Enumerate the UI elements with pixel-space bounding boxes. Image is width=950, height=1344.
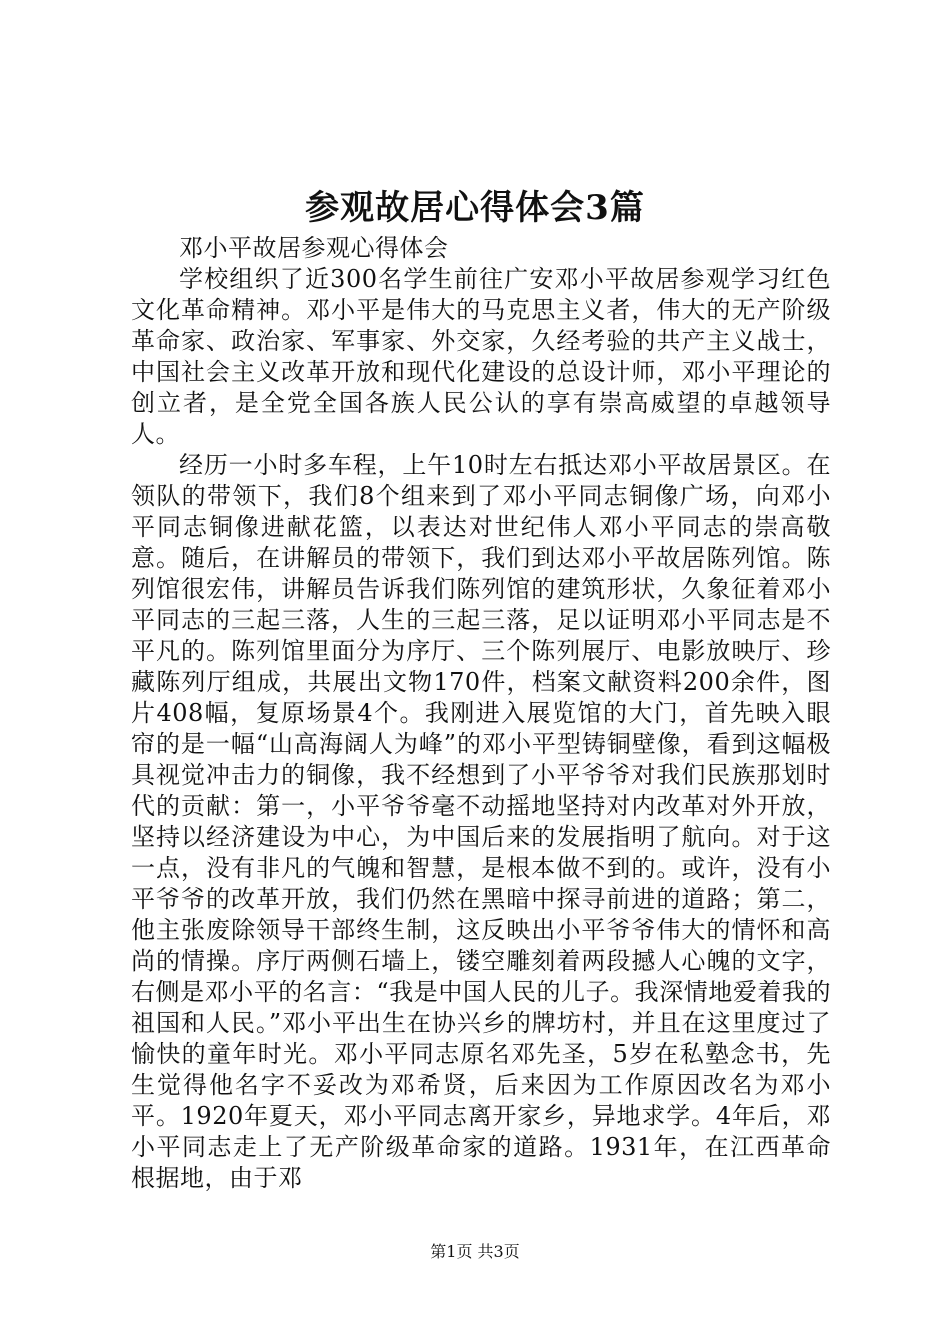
page-number-footer: 第1页 共3页: [430, 1242, 520, 1261]
paragraph-1: 学校组织了近300名学生前往广安邓小平故居参观学习红色文化革命精神。邓小平是伟大的马克思主义者，伟大的无产阶级革命家、政治家、军事家、外交家，久经考验的共产主义战士，中国社会主义改革开放和现代化建设的总设计师，邓小平理论的创立者，是全党全国各族人民公认的享有崇高威望的卓越领导人。: [131, 265, 831, 448]
document-body: [131, 233, 831, 1194]
paragraph-2: 经历一小时多车程，上午10时左右抵达邓小平故居景区。在领队的带领下，我们8个组来到了邓小平同志铜像广场，向邓小平同志铜像进献花篮，以表达对世纪伟人邓小平同志的崇高敬意。随后，在讲解员的带领下，我们到达邓小平故居陈列馆。陈列馆很宏伟，讲解员告诉我们陈列馆的建筑形状，久象征着邓小平同志的三起三落，人生的三起三落，足以证明邓小平同志是不平凡的。陈列馆里面分为序厅、三个陈列展厅、电影放映厅、珍藏陈列厅组成，共展出文物170件，档案文献资料200余件，图片408幅，复原场景4个。我刚进入展览馆的大门，首先映入眼帘的是一幅“山高海阔人为峰”的邓小平型铸铜壁像，看到这幅极具视觉冲击力的铜像，我不经想到了小平爷爷对我们民族那划时代的贡献：第一，小平爷爷毫不动摇地坚持对内改革对外开放，坚持以经济建设为中心，为中国后来的发展指明了航向。对于这一点，没有非凡的气魄和智慧，是根本做不到的。或许，没有小平爷爷的改革开放，我们仍然在黑暗中探寻前进的道路；第二，他主张废除领导干部终生制，这反映出小平爷爷伟大的情怀和高尚的情操。序厅两侧石墙上，镂空雕刻着两段撼人心魄的文字，右侧是邓小平的名言：“我是中国人民的儿子。我深情地爱着我的祖国和人民。”邓小平出生在协兴乡的牌坊村，并且在这里度过了愉快的童年时光。邓小平同志原名邓先圣，5岁在私塾念书，先生觉得他名字不妥改为邓希贤，后来因为工作原因改名为邓小平。1920年夏天，邓小平同志离开家乡，异地求学。4年后，邓小平同志走上了无产阶级革命家的道路。1931年，在江西革命根据地，由于邓: [131, 451, 831, 1192]
section-subtitle: 邓小平故居参观心得体会: [179, 234, 449, 262]
document-title: 参观故居心得体会3篇: [305, 188, 645, 228]
